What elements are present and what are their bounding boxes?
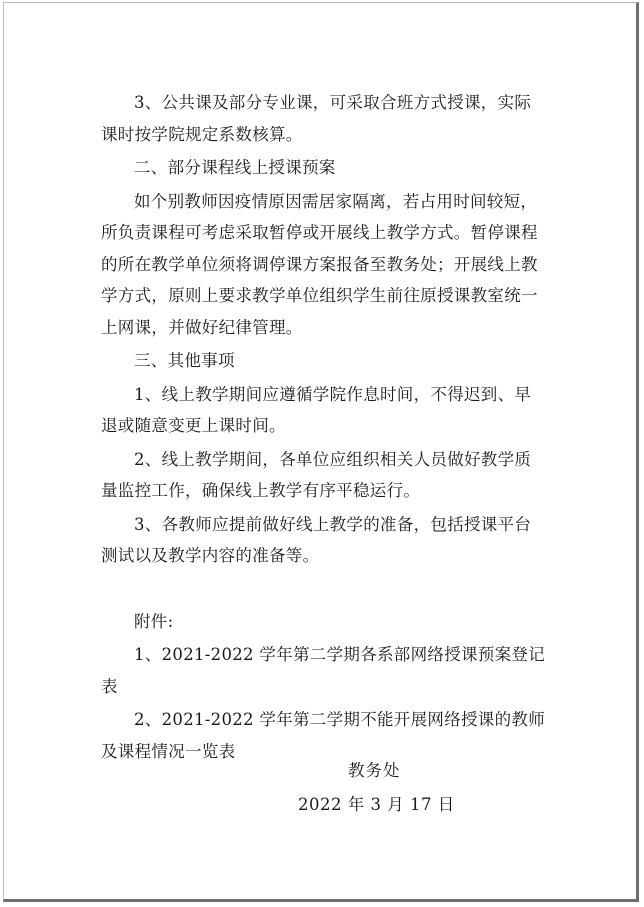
document-page <box>3 2 639 902</box>
paragraph-other-item-3: 3、各教师应提前做好线上教学的准备，包括授课平台测试以及教学内容的准备等。 <box>101 514 532 565</box>
attachment-item-1: 1、2021-2022 学年第二学期各系部网络授课预案登记表 <box>101 645 545 696</box>
issuer-signature: 教务处 <box>348 761 401 780</box>
issue-date: 2022 年 3 月 17 日 <box>298 795 455 814</box>
attachment-item-2: 2、2021-2022 学年第二学期不能开展网络授课的教师及课程情况一览表 <box>101 710 545 761</box>
paragraph-item-3-combined-classes: 3、公共课及部分专业课，可采取合班方式授课，实际课时按学院规定系数核算。 <box>101 93 532 144</box>
section-heading-online-plan: 二、部分课程线上授课预案 <box>134 158 336 177</box>
paragraph-online-plan-body: 如个别教师因疫情原因需居家隔离，若占用时间较短，所负责课程可考虑采取暂停或开展线上教学方式。暂停课程的所在教学单位须将调停课方案报备至教务处；开展线上教学方式，原则上要求教学单位组织学生前往原授课教室统一上网课，并做好纪律管理。 <box>101 191 538 337</box>
document-body <box>101 87 547 767</box>
paragraph-other-item-1: 1、线上教学期间应遵循学院作息时间，不得迟到、早退或随意变更上课时间。 <box>101 384 532 435</box>
attachments-label: 附件: <box>134 611 174 631</box>
paragraph-other-item-2: 2、线上教学期间，各单位应组织相关人员做好教学质量监控工作，确保线上教学有序平稳运行。 <box>101 449 532 500</box>
section-heading-other-matters: 三、其他事项 <box>134 351 235 370</box>
